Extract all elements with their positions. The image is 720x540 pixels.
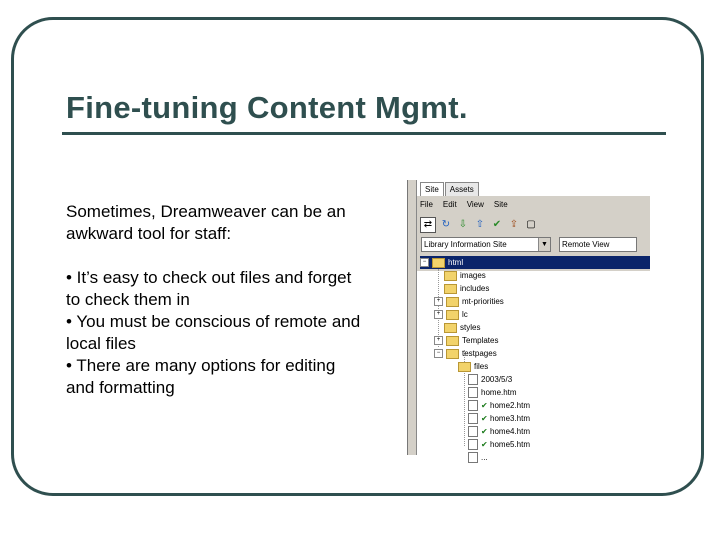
file-tree [420,256,650,464]
tree-folder[interactable] [420,334,650,347]
title-divider [62,132,666,135]
tree-folder[interactable] [420,347,650,360]
tree-label: home2.htm [490,401,531,410]
panel-tabs [420,182,480,196]
get-icon[interactable]: ⇩ [458,219,468,230]
checkmark-icon: ✔ [481,414,488,423]
tree-label: html [448,258,464,267]
expand-icon[interactable]: + [434,336,443,345]
connect-icon[interactable]: ⇄ [420,217,436,233]
tree-label: home3.htm [490,414,531,423]
file-icon [468,413,478,424]
chevron-down-icon: ▼ [538,238,550,251]
site-select-value: Library Information Site [424,240,507,249]
slide-title: Fine-tuning Content Mgmt. [66,90,468,125]
tree-label: 2003/5/3 [481,375,513,384]
expand-icon[interactable]: ▢ [526,219,536,230]
view-select-value: Remote View [562,240,610,249]
folder-icon [446,297,459,307]
tab-site[interactable]: Site [420,182,444,196]
refresh-icon[interactable]: ↻ [441,219,451,230]
tree-folder[interactable] [420,360,650,373]
tree-folder[interactable] [420,321,650,334]
tree-file[interactable] [420,386,650,399]
tree-file[interactable] [420,399,650,412]
check-out-icon[interactable]: ✔ [492,219,502,230]
folder-icon [444,271,457,281]
put-icon[interactable]: ⇧ [475,219,485,230]
tree-label: ... [481,453,488,462]
folder-icon [432,258,445,268]
tree-file[interactable] [420,425,650,438]
file-icon [468,387,478,398]
expand-icon[interactable]: + [434,310,443,319]
menu-edit[interactable]: Edit [442,200,457,209]
tree-root[interactable] [420,256,650,269]
tree-label: testpages [462,349,497,358]
tree-file[interactable] [420,373,650,386]
panel-selectors [421,237,637,252]
tree-label: images [460,271,486,280]
tree-folder[interactable] [420,295,650,308]
bullet-item: • It’s easy to check out files and forget to check them in [66,268,352,309]
tree-file[interactable] [420,438,650,451]
view-select[interactable] [559,237,637,252]
checkmark-icon: ✔ [481,427,488,436]
file-icon [468,439,478,450]
folder-icon [444,284,457,294]
menu-site[interactable]: Site [493,200,508,209]
tree-label: home.htm [481,388,517,397]
file-icon [468,426,478,437]
file-icon [468,400,478,411]
folder-icon [446,349,459,359]
tree-label: home5.htm [490,440,531,449]
panel-toolbar [420,217,538,233]
tab-assets[interactable]: Assets [445,182,479,196]
tree-label: files [474,362,489,371]
expand-icon[interactable]: + [434,297,443,306]
collapse-icon[interactable]: − [434,349,443,358]
file-icon [468,452,478,463]
intro-text: Sometimes, Dreamweaver can be an awkward tool for staff: [66,202,346,243]
panel-menu [420,200,508,209]
folder-icon [444,323,457,333]
menu-file[interactable]: File [420,200,433,209]
tree-file[interactable] [420,451,650,464]
folder-icon [446,310,459,320]
file-icon [468,374,478,385]
tree-label: mt-priorities [462,297,504,306]
tree-label: styles [460,323,481,332]
check-in-icon[interactable]: ⇪ [509,219,519,230]
tree-file[interactable] [420,412,650,425]
dreamweaver-files-panel-screenshot [407,180,650,462]
site-select[interactable] [421,237,551,252]
panel-left-strip [408,180,417,455]
menu-view[interactable]: View [466,200,484,209]
tree-folder[interactable] [420,269,650,282]
checkmark-icon: ✔ [481,440,488,449]
bullet-item: • You must be conscious of remote and local files [66,312,361,353]
folder-icon [458,362,471,372]
tree-label: Templates [462,336,499,345]
slide-body [66,201,366,399]
tree-folder[interactable] [420,308,650,321]
folder-icon [446,336,459,346]
collapse-icon[interactable]: − [420,258,429,267]
tree-label: lc [462,310,468,319]
tree-label: home4.htm [490,427,531,436]
bullet-item: • There are many options for editing and formatting [66,356,336,397]
tree-folder[interactable] [420,282,650,295]
checkmark-icon: ✔ [481,401,488,410]
tree-label: includes [460,284,490,293]
